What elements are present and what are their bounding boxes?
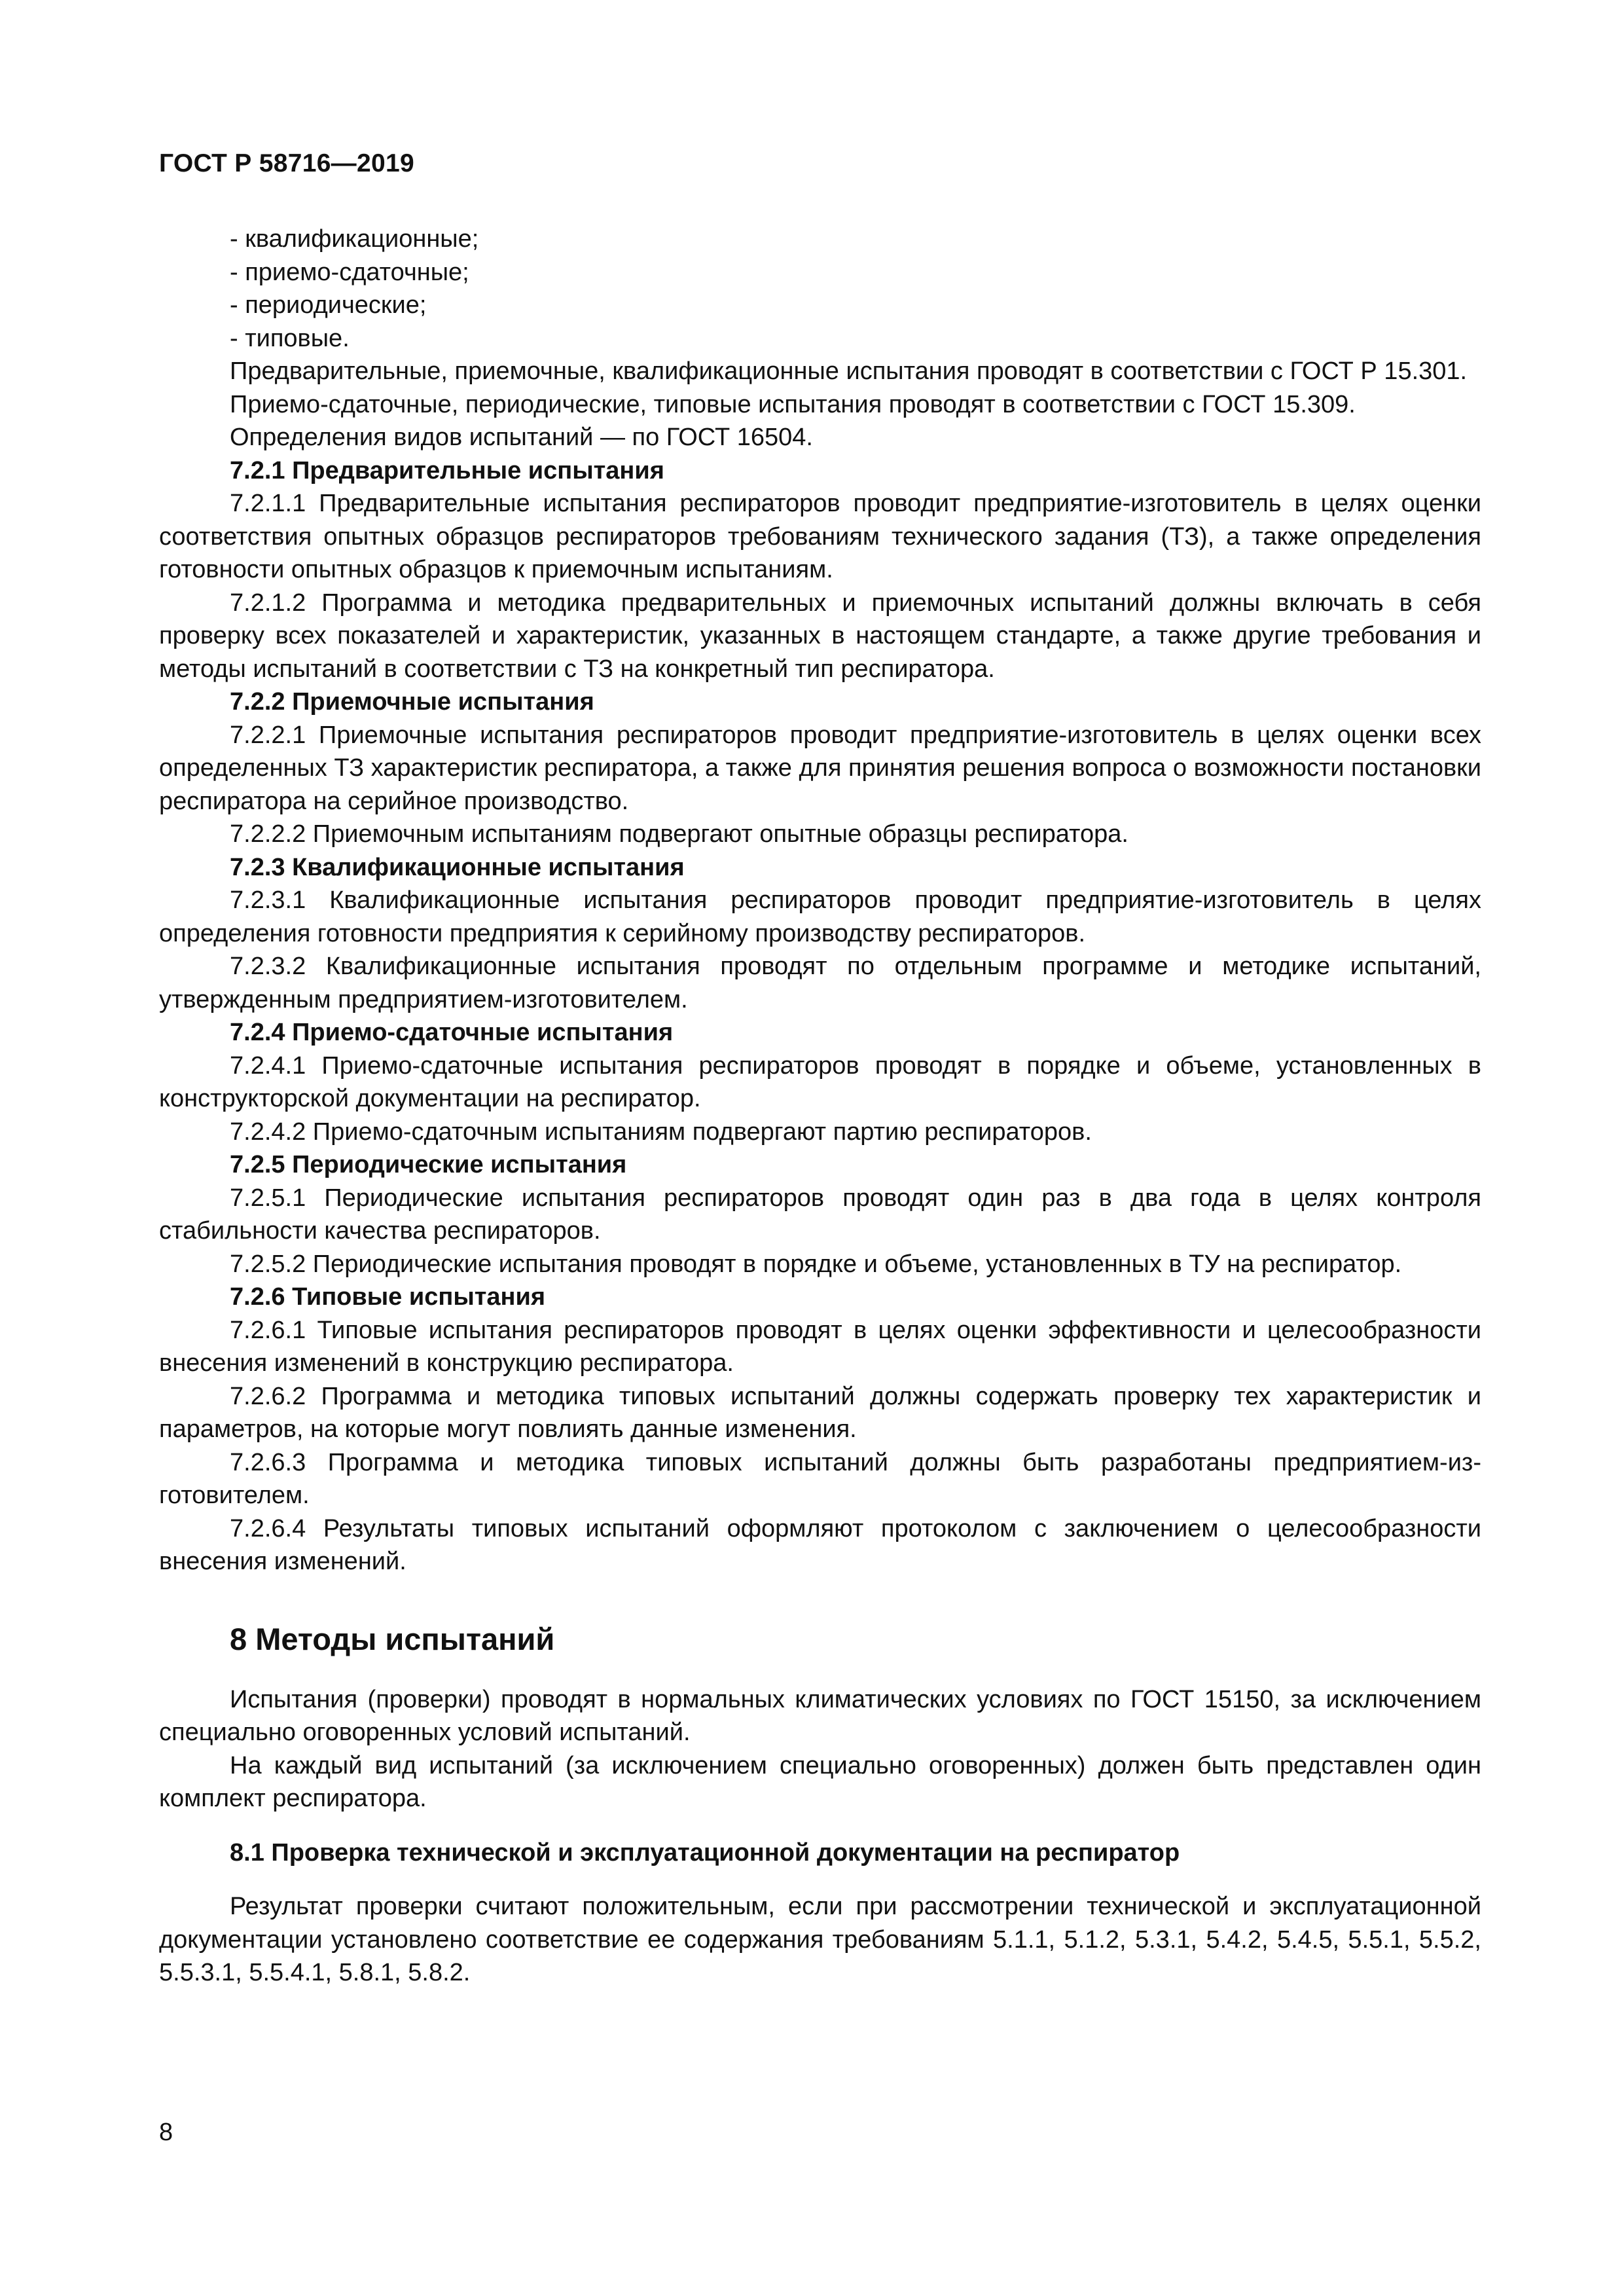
subsection-heading: 8.1 Проверка технической и эксплуатационной документации на респиратор (230, 1838, 1180, 1867)
paragraph: 7.2.1.1 Предварительные испытания респираторов проводит предприятие-изготовитель в целях оценки соответствия опытных образцов респираторов требованиям технического задания (ТЗ), а также определения готовности опытных образцов к приемочным испытаниям. (159, 490, 1481, 583)
paragraph: Результат проверки считают положительным, если при рассмотрении технической и эксплуатационной документации установлено соответствие ее содержания требованиям 5.1.1, 5.1.2, 5.3.1, 5.4.2, 5.4.5, 5.5.1, 5.5.2, 5.5.3.1, 5.5.4.1, 5.8.1, 5.8.2. (159, 1893, 1481, 1986)
subsection-heading: 7.2.6 Типовые испытания (230, 1283, 545, 1311)
paragraph: 7.2.4.2 Приемо-сдаточным испытаниям подвергают партию респираторов. (230, 1118, 1092, 1146)
subsection-heading: 7.2.2 Приемочные испытания (230, 688, 594, 716)
list-item: - приемо-сдаточные; (230, 258, 469, 286)
subsection-heading: 7.2.5 Периодические испытания (230, 1151, 627, 1178)
paragraph: 7.2.5.2 Периодические испытания проводят в порядке и объеме, установленных в ТУ на респиратор. (230, 1250, 1402, 1278)
paragraph: Испытания (проверки) проводят в нормальных климатических условиях по ГОСТ 15150, за исключением специально оговоренных условий испытаний. (159, 1685, 1481, 1746)
paragraph: 7.2.4.1 Приемо-сдаточные испытания респираторов проводят в порядке и объеме, установленных в конструкторской документации на респиратор. (159, 1051, 1481, 1112)
paragraph: 7.2.6.3 Программа и методика типовых испытаний должны быть разработаны предприятием-изготовителем. (159, 1448, 1481, 1509)
paragraph: Приемо-сдаточные, периодические, типовые испытания проводят в соответствии с ГОСТ 15.309. (230, 390, 1356, 418)
paragraph: 7.2.6.2 Программа и методика типовых испытаний должны содержать проверку тех характеристик и параметров, на которые могут повлиять данные изменения. (159, 1382, 1481, 1443)
paragraph: 7.2.3.2 Квалификационные испытания проводят по отдельным программе и методике испытаний, утвержденным предприятием-изготовителем. (159, 953, 1481, 1013)
document-body (159, 223, 1481, 1990)
paragraph: 7.2.3.1 Квалификационные испытания респираторов проводит предприятие-изготовитель в целях определения готовности предприятия к серийному производству респираторов. (159, 886, 1481, 947)
paragraph: На каждый вид испытаний (за исключением специально оговоренных) должен быть представлен один комплект респиратора. (159, 1751, 1481, 1812)
section-heading: 8 Методы испытаний (230, 1621, 555, 1656)
subsection-heading: 7.2.4 Приемо-сдаточные испытания (230, 1019, 674, 1046)
subsection-heading: 7.2.1 Предварительные испытания (230, 456, 664, 484)
paragraph: Предварительные, приемочные, квалификационные испытания проводят в соответствии с ГОСТ Р 15.301. (230, 357, 1468, 385)
list-item: - квалификационные; (230, 225, 479, 253)
paragraph: 7.2.2.2 Приемочным испытаниям подвергают опытные образцы респиратора. (230, 820, 1128, 848)
paragraph: 7.2.6.1 Типовые испытания респираторов проводят в целях оценки эффективности и целесообразности внесения изменений в конструкцию респиратора. (159, 1316, 1481, 1377)
list-item: - периодические; (230, 291, 427, 319)
page-number: 8 (159, 2119, 173, 2146)
paragraph: Определения видов испытаний — по ГОСТ 16504. (230, 424, 813, 451)
paragraph: 7.2.1.2 Программа и методика предварительных и приемочных испытаний должны включать в себя проверку всех показателей и характеристик, указанных в настоящем стандарте, а также другие требования и методы испытаний в соответствии с ТЗ на конкретный тип респиратора. (159, 589, 1481, 683)
paragraph: 7.2.5.1 Периодические испытания респираторов проводят один раз в два года в целях контроля стабильности качества респираторов. (159, 1184, 1481, 1245)
paragraph: 7.2.6.4 Результаты типовых испытаний оформляют протоколом с заключением о целесообразности внесения изменений. (159, 1514, 1481, 1575)
list-item: - типовые. (230, 324, 350, 352)
document-header: ГОСТ Р 58716—2019 (159, 149, 414, 177)
paragraph: 7.2.2.1 Приемочные испытания респираторов проводит предприятие-изготовитель в целях оценки всех определенных ТЗ характеристик респиратора, а также для принятия решения вопроса о возможности постановки респиратора на серийное производство. (159, 721, 1482, 815)
subsection-heading: 7.2.3 Квалификационные испытания (230, 853, 685, 881)
